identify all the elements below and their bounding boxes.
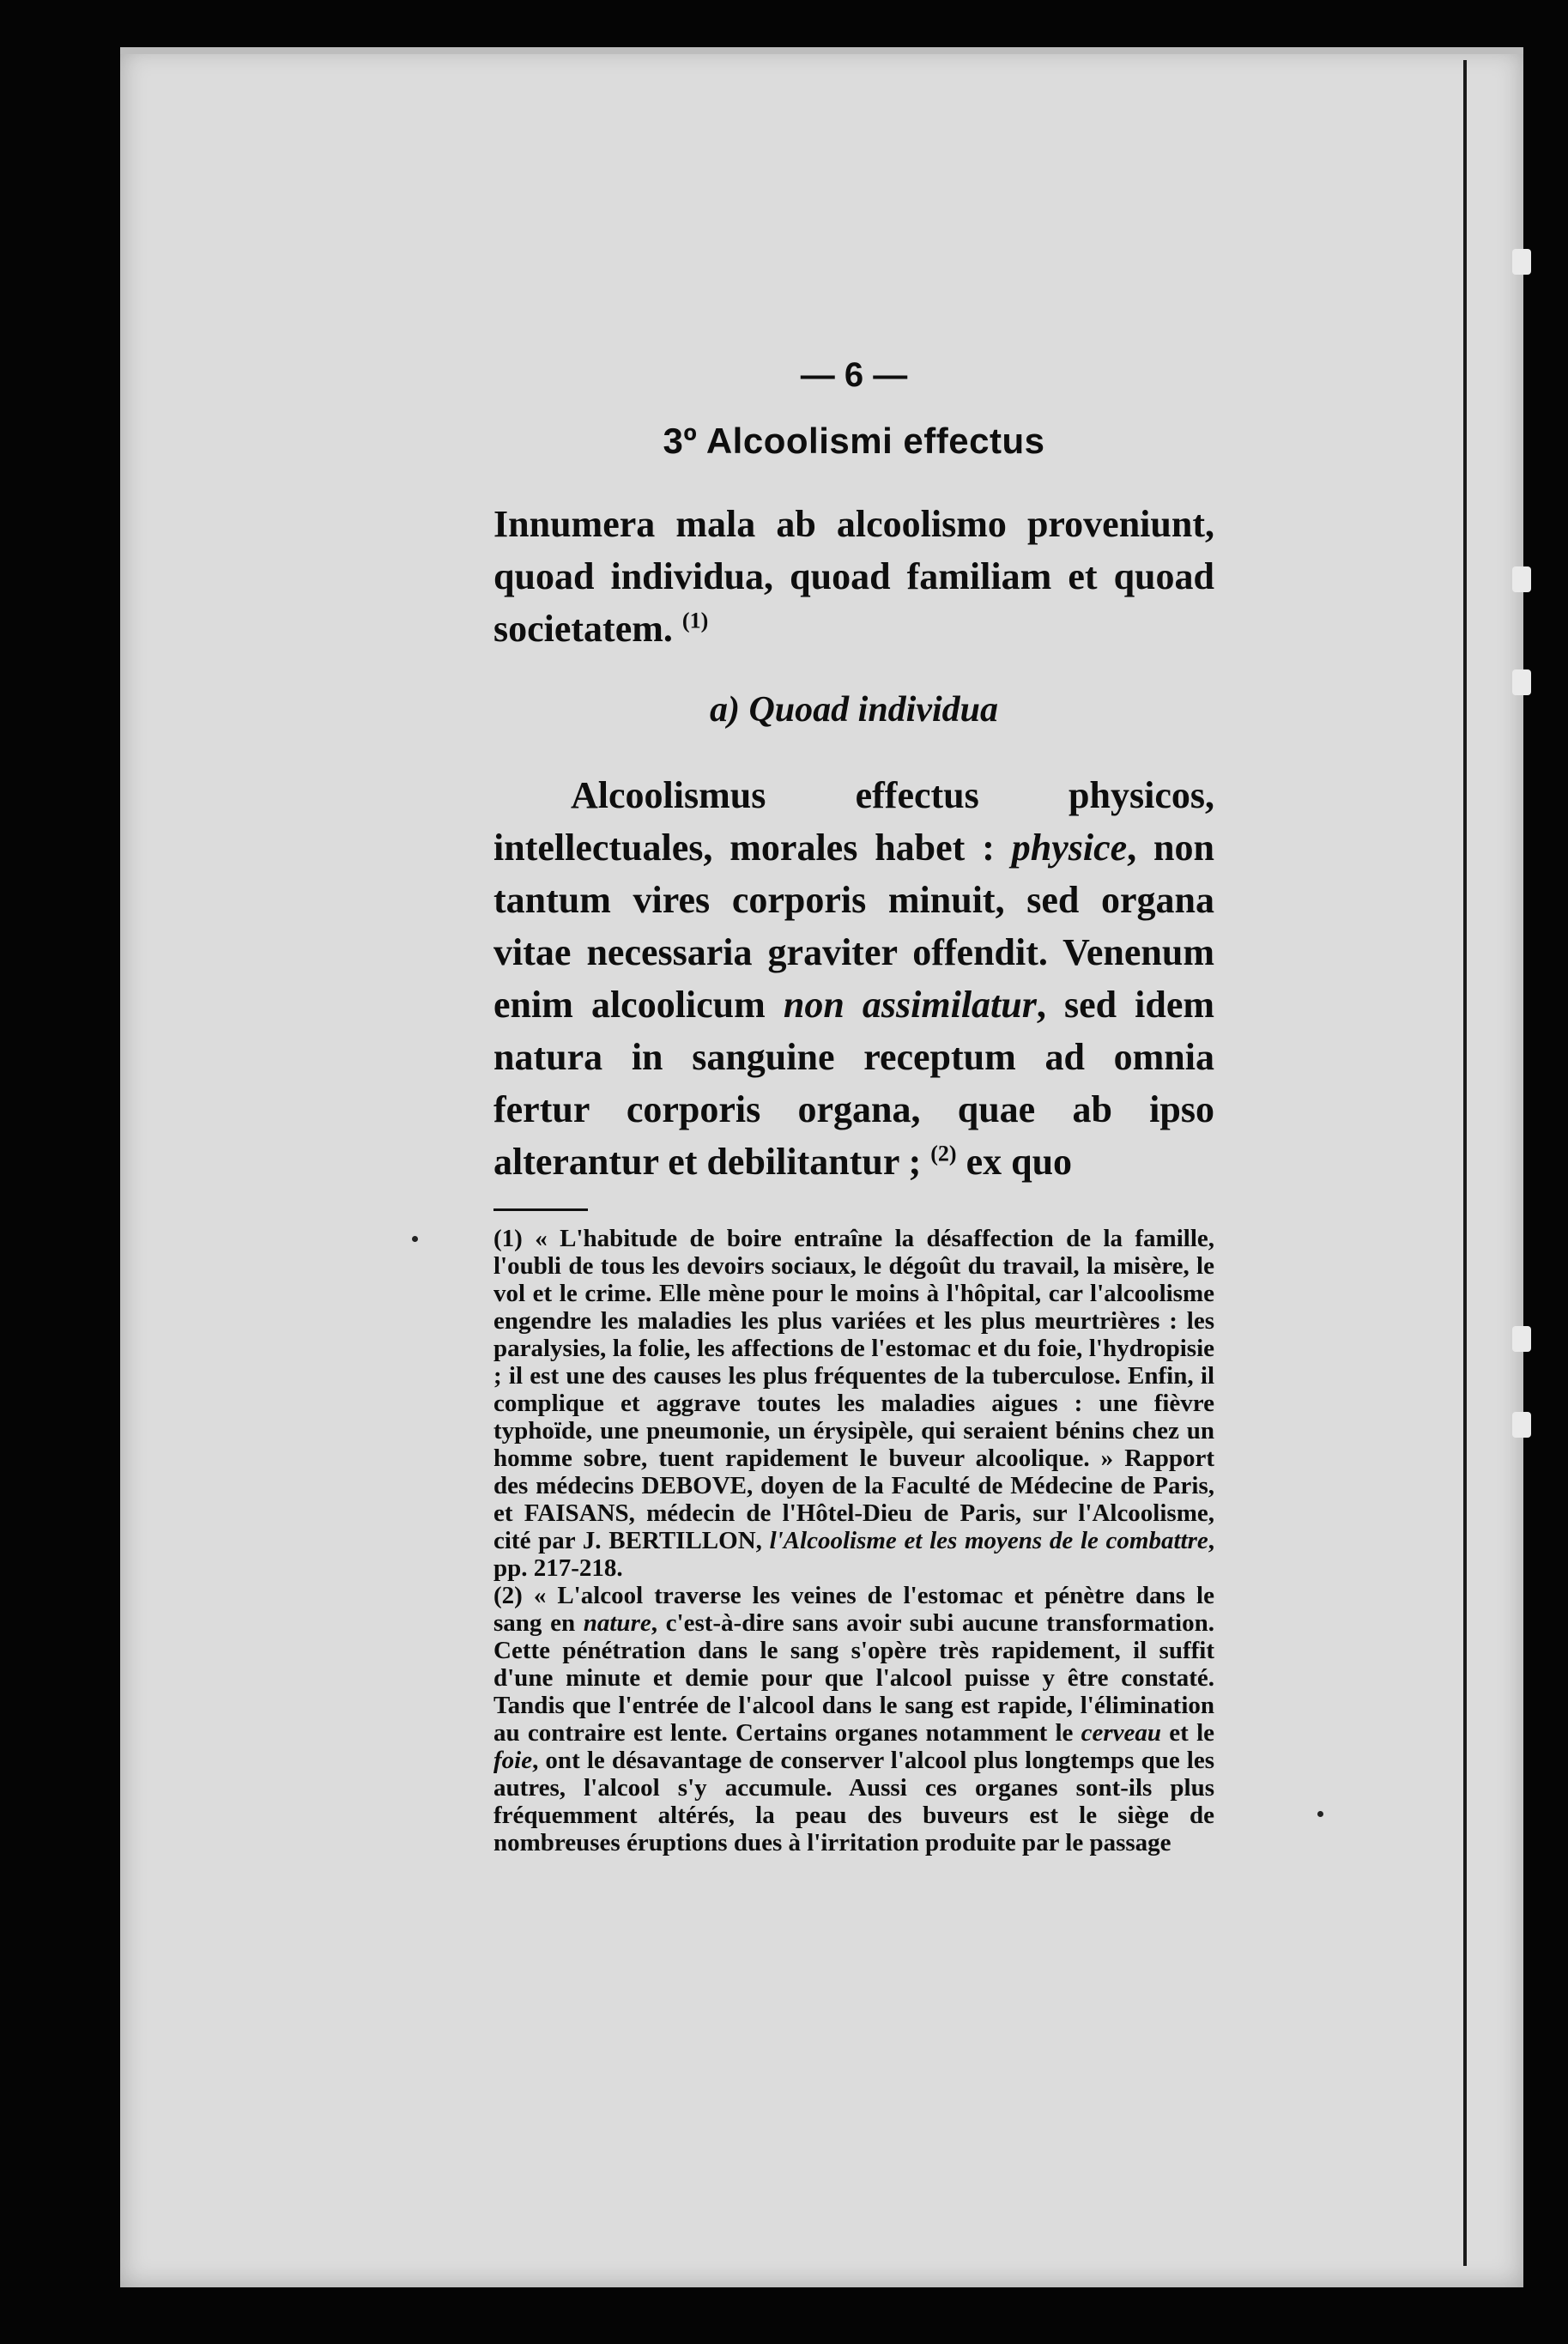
binding-tab — [1512, 566, 1531, 592]
page-top-edge — [120, 47, 1523, 54]
page-text — [493, 356, 1214, 1856]
footnote-ref-2: (2) — [930, 1141, 957, 1166]
intro-paragraph — [493, 498, 1214, 655]
footnote-1-text: (1) « L'habitude de boire entraîne la désaffection de la famille, l'oubli de tous les devoirs sociaux, le dégoût du travail, la misère, le vol et le crime. Elle mène pour le moins à l'hôpital, car l'alcoolisme engendre les maladies les plus variées et les plus meurtrières : les paralysies, la folie, les affections de l'estomac et du foie, l'hydropisie ; il est une des causes les plus fréquentes de la tuberculose. Enfin, il complique et aggrave toutes les maladies aigues : une fièvre typhoïde, une pneumonie, un érysipèle, qui seraient bénins chez un homme sobre, tuent rapidement le buveur alcoolique. » Rapport des médecins DEBOVE, doyen de la Faculté de Médecine de Paris, et FAISANS, médecin de l'Hôtel-Dieu de Paris, sur l'Alcoolisme, cité par J. BERTILLON, — [493, 1225, 1214, 1554]
speck-mark — [1317, 1811, 1323, 1817]
footnote-2 — [493, 1582, 1214, 1856]
footnote-2-foie: foie — [493, 1747, 533, 1774]
footnote-2-text-b: , c'est-à-dire sans avoir subi aucune transformation. Cette pénétration dans le sang s'opère très rapidement, il suffit d'une minute et demie pour que l'alcool puisse y être constaté. Tandis que l'entrée de l'alcool dans le sang est rapide, l'élimination au contraire est lente. Certains organes notamment le — [493, 1609, 1214, 1747]
footnote-2-text-c: et le — [1161, 1719, 1214, 1747]
footnote-ref-1: (1) — [681, 608, 709, 633]
footnote-rule — [493, 1208, 588, 1211]
main-text-non-assimilatur: non assimilatur — [783, 984, 1037, 1026]
main-text-part-4: ex quo — [956, 1141, 1073, 1183]
binding-tab — [1512, 1412, 1531, 1438]
footnote-1-end: , pp. 217-218. — [493, 1527, 1215, 1582]
main-paragraph — [493, 769, 1214, 1188]
footnote-2-nature: nature — [583, 1609, 651, 1637]
binding-tab — [1512, 1326, 1531, 1352]
intro-text: Innumera mala ab alcoolismo proveniunt, quoad individua, quoad familiam et quoad societatem. — [493, 503, 1214, 650]
section-title: 3º Alcoolismi effectus — [663, 421, 1045, 461]
footnote-2-text-d: , ont le désavantage de conserver l'alcool plus longtemps que les autres, l'alcool s'y accumule. Aussi ces organes sont-ils plus fréquemment altérés, la peau des buveurs est le siège de nombreuses éruptions dues à l'irritation produite par le passage — [493, 1747, 1214, 1856]
footnote-1-title: l'Alcoolisme et les moyens de le combattre — [769, 1527, 1208, 1554]
page-number: — 6 — — [800, 356, 908, 394]
footnote-2-cerveau: cerveau — [1081, 1719, 1162, 1747]
footnote-2-text-a: (2) « L'alcool traverse les veines de l'estomac et pénètre dans le sang en — [493, 1582, 1214, 1637]
binding-tab — [1512, 669, 1531, 695]
main-text-physice: physice — [1011, 827, 1128, 869]
footnote-1 — [493, 1225, 1214, 1582]
page-right-edge-line — [1463, 60, 1467, 2266]
main-text-part-3: , sed idem natura in sanguine receptum ad omnia fertur corporis organa, quae ab ipso alterantur et debilitantur ; — [493, 984, 1215, 1183]
main-text-part-1: Alcoolismus effectus physicos, intellectuales, morales habet : — [493, 774, 1214, 869]
subheading: a) Quoad individua — [709, 690, 999, 730]
speck-mark — [412, 1236, 418, 1242]
binding-tab — [1512, 249, 1531, 275]
main-text-part-2: , non tantum vires corporis minuit, sed organa vitae necessaria graviter offendit. Venenum enim alcoolicum — [493, 827, 1214, 1026]
